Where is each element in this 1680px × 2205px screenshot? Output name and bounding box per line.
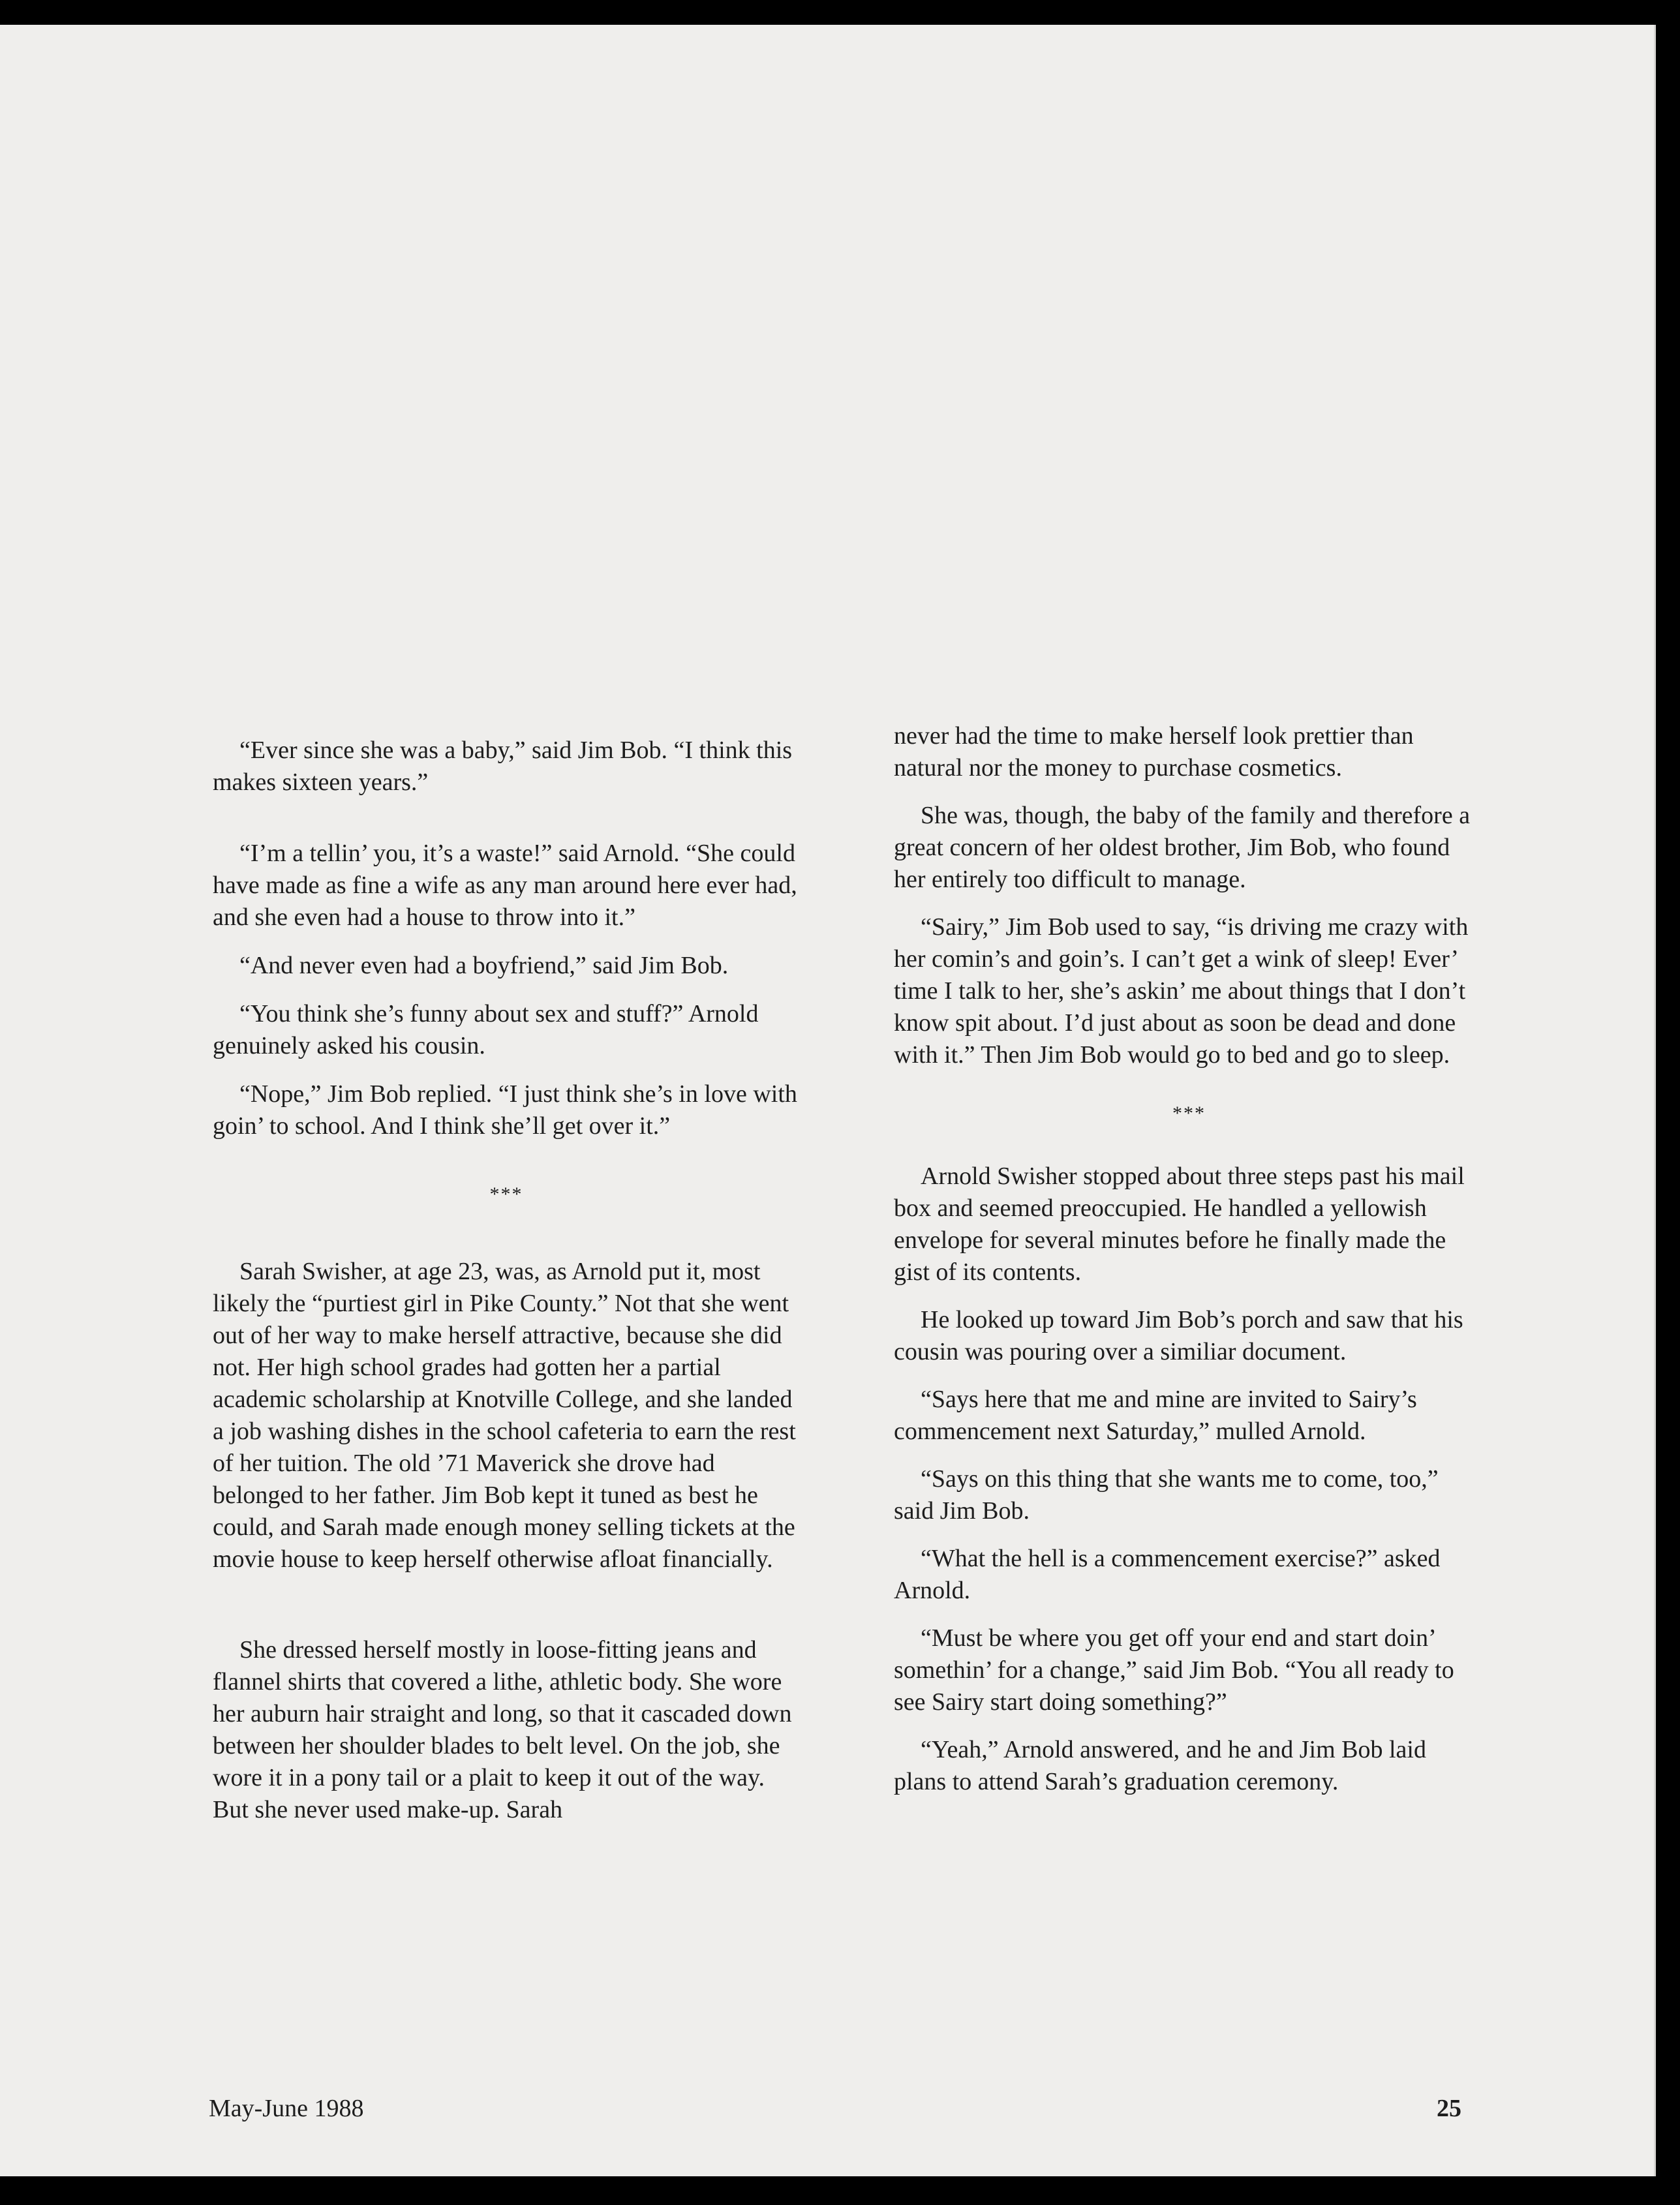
paragraph: “Says on this thing that she wants me to come, too,” said Jim Bob. <box>894 1465 1439 1525</box>
section-separator: *** <box>1172 1102 1206 1124</box>
paragraph: She dressed herself mostly in loose-fitting jeans and flannel shirts that covered a lithe, athletic body. She wore her auburn hair straight and long, so that it cascaded down between her shoulder blades to belt level. On the job, she wore it in a pony tail or a plait to keep it out of the way. But she never used make-up. Sarah <box>213 1636 792 1823</box>
section-separator: *** <box>489 1183 523 1205</box>
paragraph: Arnold Swisher stopped about three steps past his mail box and seemed preoccupied. He handled a yellowish envelope for several minutes before he finally made the gist of its contents. <box>894 1163 1465 1286</box>
paragraph: “I’m a tellin’ you, it’s a waste!” said Arnold. “She could have made as fine a wife as any man around here ever had, and she even had a house to throw into it.” <box>213 840 797 931</box>
paragraph: “Says here that me and mine are invited to Sairy’s commencement next Saturday,” mulled Arnold. <box>894 1386 1417 1445</box>
page-number: 25 <box>1437 2095 1461 2122</box>
paragraph: Sarah Swisher, at age 23, was, as Arnold put it, most likely the “purtiest girl in Pike County.” Not that she went out of her way to make herself attractive, because she did not. Her high school grades had gotten her a partial academic scholarship at Knotville College, and she landed a job washing dishes in the school cafeteria to earn the rest of her tuition. The old ’71 Maverick she drove had belonged to her father. Jim Bob kept it tuned as best he could, and Sarah made enough money selling tickets at the movie house to keep herself otherwise afloat financially. <box>213 1258 796 1573</box>
paragraph: “What the hell is a commencement exercise?” asked Arnold. <box>894 1545 1441 1604</box>
paragraph: “Sairy,” Jim Bob used to say, “is driving me crazy with her comin’s and goin’s. I can’t get a wink of sleep! Ever’ time I talk to her, she’s askin’ me about things that I don’t know spit about. I’d just about as soon be dead and done with it.” Then Jim Bob would go to bed and go to sleep. <box>894 913 1469 1069</box>
paragraph: “Yeah,” Arnold answered, and he and Jim Bob laid plans to attend Sarah’s graduation ceremony. <box>894 1736 1426 1795</box>
paragraph: “You think she’s funny about sex and stuff?” Arnold genuinely asked his cousin. <box>213 1000 759 1059</box>
paragraph: “Ever since she was a baby,” said Jim Bob. “I think this makes sixteen years.” <box>213 737 793 796</box>
footer-issue-date: May-June 1988 <box>209 2095 364 2122</box>
paragraph: “Nope,” Jim Bob replied. “I just think she’s in love with goin’ to school. And I think she’ll get over it.” <box>213 1080 797 1140</box>
right-column <box>894 720 1484 1798</box>
paragraph: never had the time to make herself look prettier than natural nor the money to purchase cosmetics. <box>894 722 1414 782</box>
left-column <box>213 735 800 1826</box>
paragraph: “And never even had a boyfriend,” said Jim Bob. <box>239 952 729 979</box>
magazine-page <box>0 25 1656 2176</box>
paragraph: She was, though, the baby of the family and therefore a great concern of her oldest brother, Jim Bob, who found her entirely too difficult to manage. <box>894 802 1471 893</box>
paragraph: “Must be where you get off your end and start doin’ somethin’ for a change,” said Jim Bob. “You all ready to see Sairy start doing something?” <box>894 1624 1454 1716</box>
paragraph: He looked up toward Jim Bob’s porch and saw that his cousin was pouring over a similiar document. <box>894 1306 1463 1365</box>
